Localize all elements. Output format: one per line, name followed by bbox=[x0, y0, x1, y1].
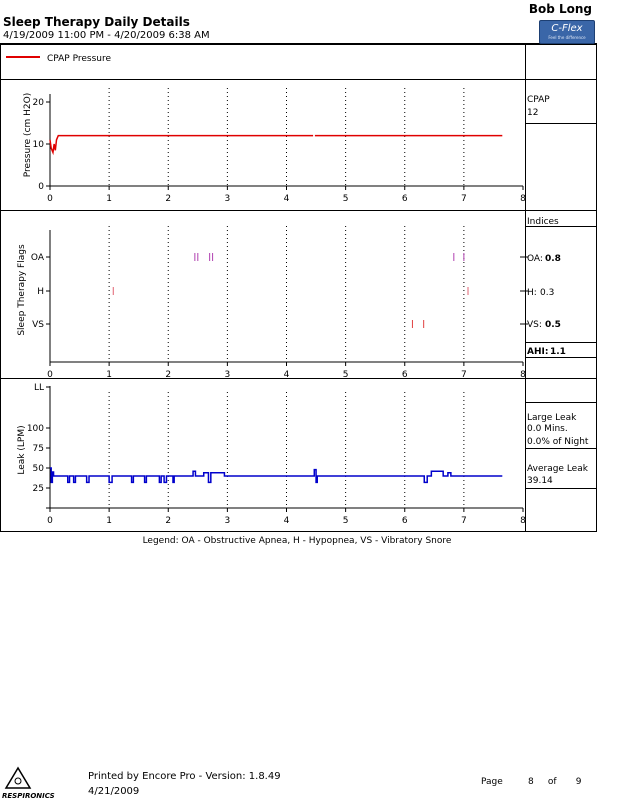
ahi-value: 1.1 bbox=[550, 347, 566, 357]
c1-x-tick-label: 6 bbox=[401, 194, 408, 204]
cpap-pressure-line bbox=[50, 136, 313, 153]
c2-x-tick-label: 1 bbox=[106, 370, 112, 380]
average-leak-value: 39.14 bbox=[527, 476, 553, 486]
printed-by: Printed by Encore Pro - Version: 1.8.49 bbox=[88, 771, 281, 782]
flags-y-label: Sleep Therapy Flags bbox=[17, 244, 27, 336]
footer-print-info bbox=[88, 769, 281, 799]
c1-x-tick-label: 3 bbox=[224, 194, 231, 204]
c1-y-tick-label: 10 bbox=[32, 140, 44, 150]
c3-y-tick-label: 50 bbox=[32, 464, 44, 474]
date-range: 4/19/2009 11:00 PM - 4/20/2009 6:38 AM bbox=[3, 30, 210, 41]
c3-y-tick-label: 25 bbox=[32, 484, 44, 494]
c3-x-tick-label: 7 bbox=[461, 516, 467, 526]
h-index-value: 0.3 bbox=[540, 288, 555, 298]
outer-border bbox=[1, 45, 597, 532]
vs-index-value: 0.5 bbox=[545, 320, 561, 330]
leak-chart bbox=[17, 383, 526, 526]
leak-y-label: Leak (LPM) bbox=[17, 425, 27, 475]
c2-x-tick-label: 4 bbox=[283, 370, 290, 380]
c1-x-tick-label: 7 bbox=[461, 194, 467, 204]
cflex-badge-title: C-Flex bbox=[551, 23, 583, 34]
pressure-y-label: Pressure (cm H2O) bbox=[23, 92, 33, 178]
vs-index-label: VS: bbox=[527, 320, 542, 330]
respironics-logo bbox=[2, 766, 62, 804]
legend-label-cpap: CPAP Pressure bbox=[47, 54, 112, 64]
c2-x-tick-label: 0 bbox=[47, 370, 53, 380]
report-frame bbox=[0, 44, 597, 532]
c1-x-tick-label: 4 bbox=[283, 194, 290, 204]
c3-x-tick-label: 0 bbox=[47, 516, 53, 526]
c3-x-tick-label: 3 bbox=[224, 516, 231, 526]
page-indicator bbox=[481, 777, 581, 787]
c3-x-tick-label: 8 bbox=[520, 516, 526, 526]
c1-x-tick-label: 1 bbox=[106, 194, 112, 204]
c1-x-tick-label: 8 bbox=[520, 194, 526, 204]
c1-x-tick-label: 5 bbox=[342, 194, 349, 204]
pressure-chart bbox=[23, 88, 526, 204]
oa-index-value: 0.8 bbox=[545, 254, 561, 264]
c2-x-tick-label: 7 bbox=[461, 370, 467, 380]
page-label: Page bbox=[481, 777, 503, 787]
respironics-logo-text: RESPIRONICS bbox=[2, 792, 55, 800]
print-date: 4/21/2009 bbox=[88, 786, 140, 797]
c3-x-tick-label: 4 bbox=[283, 516, 290, 526]
c3-y-tick-label: 100 bbox=[26, 424, 44, 434]
average-leak-label: Average Leak bbox=[527, 464, 588, 474]
flags-legend: Legend: OA - Obstructive Apnea, H - Hypopnea, VS - Vibratory Snore bbox=[142, 536, 452, 546]
c2-x-tick-label: 2 bbox=[165, 370, 172, 380]
large-leak-minutes: 0.0 Mins. bbox=[527, 424, 568, 434]
ahi-label: AHI: bbox=[527, 347, 549, 357]
c3-x-tick-label: 6 bbox=[401, 516, 408, 526]
c2-y-tick-label: H bbox=[37, 287, 44, 297]
c2-y-tick-label: VS bbox=[32, 320, 44, 330]
of-label: of bbox=[547, 777, 557, 787]
report-title: Sleep Therapy Daily Details bbox=[3, 15, 190, 29]
leak-line bbox=[50, 468, 502, 482]
cpap-panel-label: CPAP bbox=[527, 95, 550, 105]
c3-x-tick-label: 2 bbox=[165, 516, 172, 526]
cpap-panel-value: 12 bbox=[527, 108, 539, 118]
c1-y-tick-label: 20 bbox=[32, 98, 44, 108]
c1-x-tick-label: 2 bbox=[165, 194, 172, 204]
c1-x-tick-label: 0 bbox=[47, 194, 53, 204]
flags-chart bbox=[17, 226, 528, 380]
c2-x-tick-label: 6 bbox=[401, 370, 408, 380]
c2-x-tick-label: 5 bbox=[342, 370, 349, 380]
h-index-label: H: bbox=[527, 288, 537, 298]
oa-index-label: OA: bbox=[527, 254, 543, 264]
c3-x-tick-label: 5 bbox=[342, 516, 349, 526]
c2-y-tick-label: OA bbox=[30, 253, 44, 263]
page-number: 8 bbox=[527, 777, 534, 787]
cflex-badge-subtitle: Feel the difference bbox=[548, 35, 586, 40]
page-total: 9 bbox=[575, 777, 582, 787]
large-leak-label: Large Leak bbox=[527, 413, 577, 423]
c1-y-tick-label: 0 bbox=[38, 182, 44, 192]
c3-y-top-label: LL bbox=[33, 383, 44, 393]
c3-y-tick-label: 75 bbox=[32, 444, 44, 454]
c2-x-tick-label: 8 bbox=[520, 370, 526, 380]
patient-name: Bob Long bbox=[528, 2, 592, 16]
respironics-logo-icon bbox=[2, 766, 62, 800]
large-leak-percent: 0.0% of Night bbox=[527, 437, 589, 447]
c3-x-tick-label: 1 bbox=[106, 516, 112, 526]
indices-heading: Indices bbox=[527, 217, 559, 227]
c2-x-tick-label: 3 bbox=[224, 370, 231, 380]
